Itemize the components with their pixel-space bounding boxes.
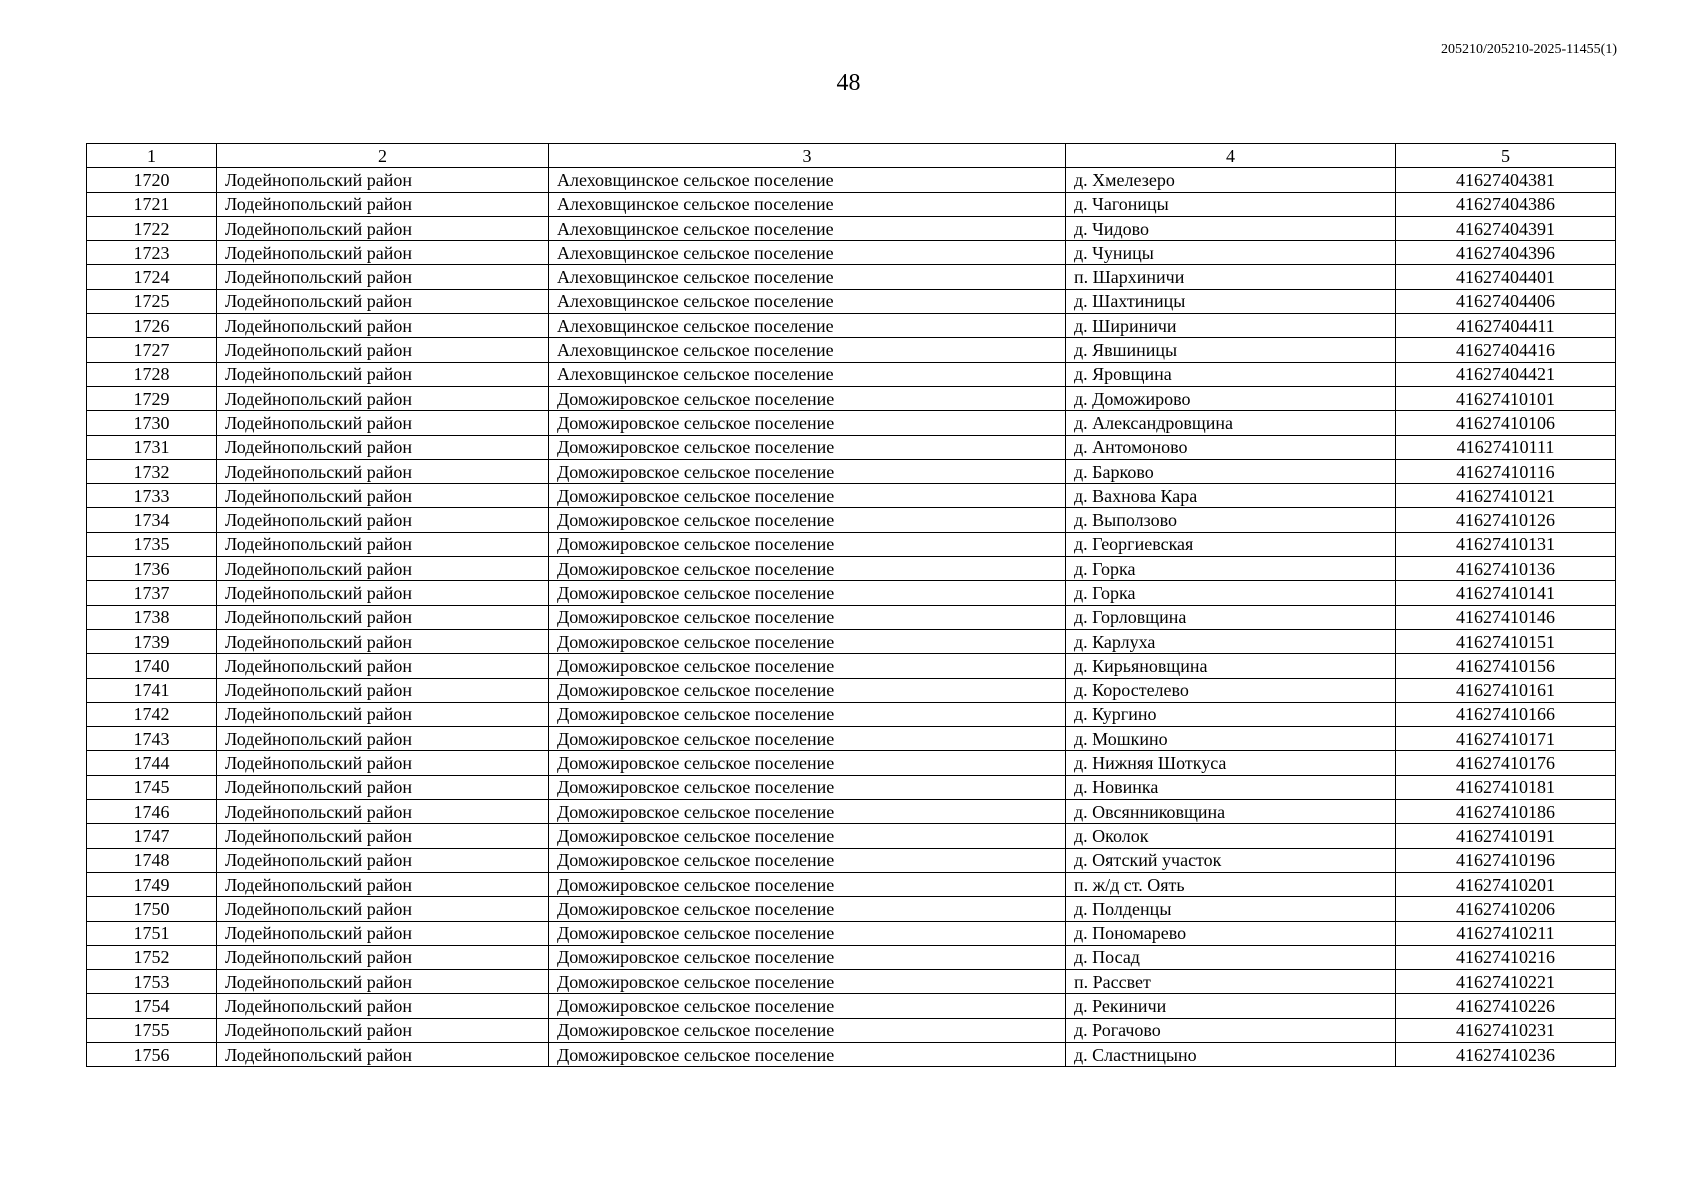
table-row — [87, 629, 1616, 653]
cell-oktmo-code: 41627410156 — [1396, 654, 1616, 678]
cell-settlement: Алеховщинское сельское поселение — [549, 265, 1066, 289]
cell-row-number: 1740 — [87, 654, 217, 678]
cell-settlement: Доможировское сельское поселение — [549, 654, 1066, 678]
cell-district: Лодейнопольский район — [217, 897, 549, 921]
cell-locality: д. Коростелево — [1066, 678, 1396, 702]
cell-oktmo-code: 41627410181 — [1396, 775, 1616, 799]
cell-row-number: 1744 — [87, 751, 217, 775]
cell-oktmo-code: 41627410191 — [1396, 824, 1616, 848]
cell-locality: д. Выползово — [1066, 508, 1396, 532]
table-row — [87, 508, 1616, 532]
cell-locality: д. Явшиницы — [1066, 338, 1396, 362]
cell-row-number: 1742 — [87, 702, 217, 726]
cell-row-number: 1751 — [87, 921, 217, 945]
table-row — [87, 945, 1616, 969]
cell-locality: д. Околок — [1066, 824, 1396, 848]
table-row — [87, 775, 1616, 799]
cell-district: Лодейнопольский район — [217, 265, 549, 289]
cell-district: Лодейнопольский район — [217, 362, 549, 386]
cell-oktmo-code: 41627410206 — [1396, 897, 1616, 921]
cell-locality: д. Посад — [1066, 945, 1396, 969]
cell-row-number: 1732 — [87, 459, 217, 483]
cell-oktmo-code: 41627410211 — [1396, 921, 1616, 945]
cell-settlement: Доможировское сельское поселение — [549, 629, 1066, 653]
cell-oktmo-code: 41627410106 — [1396, 411, 1616, 435]
cell-district: Лодейнопольский район — [217, 338, 549, 362]
cell-locality: д. Полденцы — [1066, 897, 1396, 921]
cell-district: Лодейнопольский район — [217, 289, 549, 313]
table-row — [87, 265, 1616, 289]
cell-locality: д. Новинка — [1066, 775, 1396, 799]
cell-locality: д. Карлуха — [1066, 629, 1396, 653]
cell-district: Лодейнопольский район — [217, 775, 549, 799]
table-row — [87, 557, 1616, 581]
table-row — [87, 605, 1616, 629]
cell-locality: д. Нижняя Шоткуса — [1066, 751, 1396, 775]
table-row — [87, 872, 1616, 896]
cell-oktmo-code: 41627404386 — [1396, 192, 1616, 216]
table-row — [87, 1042, 1616, 1066]
cell-locality: д. Кирьяновщина — [1066, 654, 1396, 678]
cell-district: Лодейнопольский район — [217, 702, 549, 726]
cell-locality: д. Чагоницы — [1066, 192, 1396, 216]
cell-district: Лодейнопольский район — [217, 872, 549, 896]
cell-locality: д. Георгиевская — [1066, 532, 1396, 556]
cell-row-number: 1746 — [87, 800, 217, 824]
cell-settlement: Доможировское сельское поселение — [549, 678, 1066, 702]
cell-district: Лодейнопольский район — [217, 386, 549, 410]
cell-settlement: Доможировское сельское поселение — [549, 800, 1066, 824]
cell-district: Лодейнопольский район — [217, 192, 549, 216]
cell-settlement: Доможировское сельское поселение — [549, 727, 1066, 751]
cell-row-number: 1731 — [87, 435, 217, 459]
cell-locality: п. ж/д ст. Оять — [1066, 872, 1396, 896]
cell-district: Лодейнопольский район — [217, 435, 549, 459]
header-row — [87, 144, 1616, 168]
table-row — [87, 897, 1616, 921]
table-row — [87, 192, 1616, 216]
column-header-4: 4 — [1066, 144, 1396, 168]
cell-row-number: 1723 — [87, 241, 217, 265]
cell-settlement: Алеховщинское сельское поселение — [549, 241, 1066, 265]
cell-oktmo-code: 41627410196 — [1396, 848, 1616, 872]
cell-row-number: 1745 — [87, 775, 217, 799]
cell-oktmo-code: 41627410216 — [1396, 945, 1616, 969]
cell-settlement: Доможировское сельское поселение — [549, 848, 1066, 872]
cell-settlement: Доможировское сельское поселение — [549, 386, 1066, 410]
cell-district: Лодейнопольский район — [217, 921, 549, 945]
table-row — [87, 581, 1616, 605]
table-row — [87, 411, 1616, 435]
cell-locality: д. Оятский участок — [1066, 848, 1396, 872]
cell-locality: д. Овсянниковщина — [1066, 800, 1396, 824]
cell-district: Лодейнопольский район — [217, 1042, 549, 1066]
cell-oktmo-code: 41627410116 — [1396, 459, 1616, 483]
cell-oktmo-code: 41627410176 — [1396, 751, 1616, 775]
cell-settlement: Доможировское сельское поселение — [549, 945, 1066, 969]
cell-locality: д. Горловщина — [1066, 605, 1396, 629]
cell-locality: д. Мошкино — [1066, 727, 1396, 751]
cell-settlement: Доможировское сельское поселение — [549, 994, 1066, 1018]
table-row — [87, 386, 1616, 410]
cell-settlement: Доможировское сельское поселение — [549, 897, 1066, 921]
cell-oktmo-code: 41627404416 — [1396, 338, 1616, 362]
cell-settlement: Алеховщинское сельское поселение — [549, 314, 1066, 338]
cell-district: Лодейнопольский район — [217, 970, 549, 994]
cell-oktmo-code: 41627410171 — [1396, 727, 1616, 751]
cell-settlement: Доможировское сельское поселение — [549, 775, 1066, 799]
cell-settlement: Доможировское сельское поселение — [549, 702, 1066, 726]
cell-district: Лодейнопольский район — [217, 605, 549, 629]
column-header-2: 2 — [217, 144, 549, 168]
cell-locality: д. Шахтиницы — [1066, 289, 1396, 313]
cell-district: Лодейнопольский район — [217, 532, 549, 556]
cell-district: Лодейнопольский район — [217, 459, 549, 483]
cell-district: Лодейнопольский район — [217, 1018, 549, 1042]
cell-district: Лодейнопольский район — [217, 751, 549, 775]
cell-district: Лодейнопольский район — [217, 945, 549, 969]
cell-district: Лодейнопольский район — [217, 994, 549, 1018]
cell-row-number: 1752 — [87, 945, 217, 969]
cell-oktmo-code: 41627410161 — [1396, 678, 1616, 702]
cell-locality: д. Александровщина — [1066, 411, 1396, 435]
cell-district: Лодейнопольский район — [217, 216, 549, 240]
cell-locality: п. Рассвет — [1066, 970, 1396, 994]
cell-oktmo-code: 41627404391 — [1396, 216, 1616, 240]
cell-district: Лодейнопольский район — [217, 484, 549, 508]
cell-oktmo-code: 41627410231 — [1396, 1018, 1616, 1042]
cell-oktmo-code: 41627410111 — [1396, 435, 1616, 459]
table-row — [87, 848, 1616, 872]
cell-settlement: Доможировское сельское поселение — [549, 532, 1066, 556]
cell-settlement: Доможировское сельское поселение — [549, 508, 1066, 532]
column-header-1: 1 — [87, 144, 217, 168]
cell-locality: д. Антомоново — [1066, 435, 1396, 459]
cell-row-number: 1725 — [87, 289, 217, 313]
table-row — [87, 289, 1616, 313]
page-number: 48 — [836, 70, 861, 96]
cell-row-number: 1727 — [87, 338, 217, 362]
cell-oktmo-code: 41627410146 — [1396, 605, 1616, 629]
cell-oktmo-code: 41627404381 — [1396, 168, 1616, 192]
cell-oktmo-code: 41627410126 — [1396, 508, 1616, 532]
cell-locality: д. Сластницыно — [1066, 1042, 1396, 1066]
table-row — [87, 459, 1616, 483]
cell-locality: д. Рекиничи — [1066, 994, 1396, 1018]
cell-settlement: Доможировское сельское поселение — [549, 557, 1066, 581]
cell-oktmo-code: 41627410136 — [1396, 557, 1616, 581]
cell-settlement: Доможировское сельское поселение — [549, 459, 1066, 483]
cell-district: Лодейнопольский район — [217, 824, 549, 848]
cell-row-number: 1733 — [87, 484, 217, 508]
cell-locality: д. Пономарево — [1066, 921, 1396, 945]
cell-district: Лодейнопольский район — [217, 168, 549, 192]
cell-oktmo-code: 41627410236 — [1396, 1042, 1616, 1066]
table-row — [87, 654, 1616, 678]
cell-row-number: 1743 — [87, 727, 217, 751]
cell-district: Лодейнопольский район — [217, 678, 549, 702]
table-row — [87, 921, 1616, 945]
cell-locality: д. Кургино — [1066, 702, 1396, 726]
cell-settlement: Алеховщинское сельское поселение — [549, 192, 1066, 216]
table-row — [87, 532, 1616, 556]
cell-settlement: Доможировское сельское поселение — [549, 484, 1066, 508]
table-header — [87, 144, 1616, 168]
column-header-3: 3 — [549, 144, 1066, 168]
cell-locality: д. Чидово — [1066, 216, 1396, 240]
cell-row-number: 1754 — [87, 994, 217, 1018]
table-row — [87, 751, 1616, 775]
table-row — [87, 435, 1616, 459]
cell-row-number: 1747 — [87, 824, 217, 848]
cell-locality: д. Рогачово — [1066, 1018, 1396, 1042]
cell-row-number: 1753 — [87, 970, 217, 994]
cell-settlement: Алеховщинское сельское поселение — [549, 168, 1066, 192]
column-header-5: 5 — [1396, 144, 1616, 168]
cell-settlement: Доможировское сельское поселение — [549, 1042, 1066, 1066]
cell-oktmo-code: 41627410121 — [1396, 484, 1616, 508]
cell-row-number: 1756 — [87, 1042, 217, 1066]
cell-locality: д. Чуницы — [1066, 241, 1396, 265]
cell-district: Лодейнопольский район — [217, 629, 549, 653]
table-row — [87, 970, 1616, 994]
cell-settlement: Алеховщинское сельское поселение — [549, 216, 1066, 240]
table-row — [87, 314, 1616, 338]
cell-settlement: Доможировское сельское поселение — [549, 605, 1066, 629]
cell-row-number: 1748 — [87, 848, 217, 872]
cell-locality: д. Горка — [1066, 557, 1396, 581]
cell-oktmo-code: 41627410166 — [1396, 702, 1616, 726]
table-row — [87, 216, 1616, 240]
cell-settlement: Доможировское сельское поселение — [549, 921, 1066, 945]
cell-oktmo-code: 41627404401 — [1396, 265, 1616, 289]
cell-row-number: 1739 — [87, 629, 217, 653]
table-row — [87, 168, 1616, 192]
table-row — [87, 994, 1616, 1018]
cell-district: Лодейнопольский район — [217, 727, 549, 751]
cell-oktmo-code: 41627410186 — [1396, 800, 1616, 824]
cell-row-number: 1728 — [87, 362, 217, 386]
document-number: 205210/205210-2025-11455(1) — [1440, 42, 1617, 57]
table-row — [87, 678, 1616, 702]
cell-oktmo-code: 41627404421 — [1396, 362, 1616, 386]
table-row — [87, 1018, 1616, 1042]
cell-oktmo-code: 41627404406 — [1396, 289, 1616, 313]
cell-settlement: Доможировское сельское поселение — [549, 824, 1066, 848]
cell-settlement: Доможировское сельское поселение — [549, 872, 1066, 896]
settlements-table — [86, 143, 1616, 1067]
cell-row-number: 1741 — [87, 678, 217, 702]
cell-district: Лодейнопольский район — [217, 800, 549, 824]
cell-locality: д. Хмелезеро — [1066, 168, 1396, 192]
cell-oktmo-code: 41627404396 — [1396, 241, 1616, 265]
cell-district: Лодейнопольский район — [217, 581, 549, 605]
table-row — [87, 484, 1616, 508]
cell-row-number: 1735 — [87, 532, 217, 556]
cell-settlement: Доможировское сельское поселение — [549, 751, 1066, 775]
cell-oktmo-code: 41627410141 — [1396, 581, 1616, 605]
cell-oktmo-code: 41627404411 — [1396, 314, 1616, 338]
cell-oktmo-code: 41627410201 — [1396, 872, 1616, 896]
cell-row-number: 1737 — [87, 581, 217, 605]
cell-settlement: Алеховщинское сельское поселение — [549, 338, 1066, 362]
cell-settlement: Алеховщинское сельское поселение — [549, 289, 1066, 313]
cell-district: Лодейнопольский район — [217, 241, 549, 265]
cell-row-number: 1726 — [87, 314, 217, 338]
cell-locality: д. Вахнова Кара — [1066, 484, 1396, 508]
cell-settlement: Доможировское сельское поселение — [549, 1018, 1066, 1042]
cell-oktmo-code: 41627410151 — [1396, 629, 1616, 653]
cell-row-number: 1730 — [87, 411, 217, 435]
table-row — [87, 727, 1616, 751]
table-body — [87, 168, 1616, 1067]
table-row — [87, 338, 1616, 362]
cell-settlement: Доможировское сельское поселение — [549, 411, 1066, 435]
cell-settlement: Доможировское сельское поселение — [549, 970, 1066, 994]
cell-locality: д. Горка — [1066, 581, 1396, 605]
cell-row-number: 1720 — [87, 168, 217, 192]
cell-settlement: Доможировское сельское поселение — [549, 581, 1066, 605]
cell-locality: д. Шириничи — [1066, 314, 1396, 338]
cell-row-number: 1734 — [87, 508, 217, 532]
cell-row-number: 1722 — [87, 216, 217, 240]
table-row — [87, 241, 1616, 265]
cell-locality: д. Барково — [1066, 459, 1396, 483]
cell-locality: п. Шархиничи — [1066, 265, 1396, 289]
cell-district: Лодейнопольский район — [217, 411, 549, 435]
cell-settlement: Алеховщинское сельское поселение — [549, 362, 1066, 386]
cell-locality: д. Яровщина — [1066, 362, 1396, 386]
cell-row-number: 1749 — [87, 872, 217, 896]
cell-district: Лодейнопольский район — [217, 654, 549, 678]
cell-row-number: 1736 — [87, 557, 217, 581]
cell-row-number: 1738 — [87, 605, 217, 629]
table-row — [87, 824, 1616, 848]
cell-district: Лодейнопольский район — [217, 314, 549, 338]
cell-district: Лодейнопольский район — [217, 557, 549, 581]
cell-oktmo-code: 41627410221 — [1396, 970, 1616, 994]
cell-row-number: 1724 — [87, 265, 217, 289]
cell-district: Лодейнопольский район — [217, 848, 549, 872]
cell-row-number: 1750 — [87, 897, 217, 921]
table-row — [87, 800, 1616, 824]
cell-oktmo-code: 41627410131 — [1396, 532, 1616, 556]
cell-locality: д. Доможирово — [1066, 386, 1396, 410]
table-row — [87, 362, 1616, 386]
cell-district: Лодейнопольский район — [217, 508, 549, 532]
cell-row-number: 1721 — [87, 192, 217, 216]
cell-oktmo-code: 41627410226 — [1396, 994, 1616, 1018]
cell-oktmo-code: 41627410101 — [1396, 386, 1616, 410]
cell-row-number: 1755 — [87, 1018, 217, 1042]
cell-row-number: 1729 — [87, 386, 217, 410]
table-row — [87, 702, 1616, 726]
cell-settlement: Доможировское сельское поселение — [549, 435, 1066, 459]
